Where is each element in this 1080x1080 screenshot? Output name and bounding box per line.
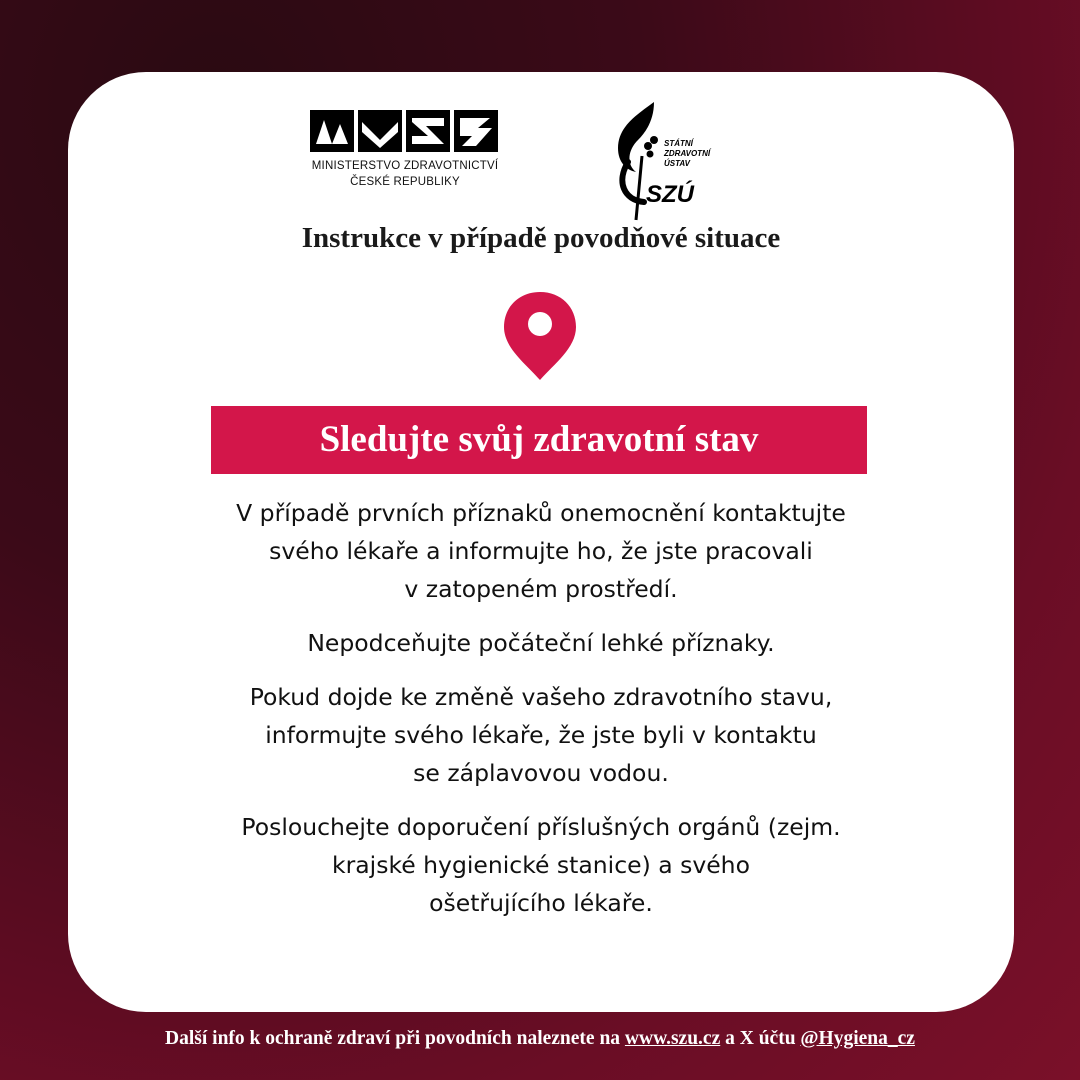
instructions-body bbox=[108, 494, 974, 938]
instruction-line: se záplavovou vodou. bbox=[413, 759, 669, 787]
instruction-line: informujte svého lékaře, že jste byli v kontaktu bbox=[265, 721, 817, 749]
section-banner: Sledujte svůj zdravotní stav bbox=[211, 406, 867, 474]
info-card bbox=[68, 72, 1014, 1012]
ministry-name-line2: ČESKÉ REPUBLIKY bbox=[350, 176, 460, 188]
instruction-paragraph bbox=[108, 624, 974, 662]
szu-text-1: STÁTNÍ bbox=[664, 139, 693, 148]
footer-text-mid: a X účtu bbox=[720, 1028, 801, 1049]
footer-text-before: Další info k ochraně zdraví při povodních naleznete na bbox=[165, 1028, 625, 1049]
logo-row bbox=[68, 96, 1014, 236]
instruction-line: ošetřujícího lékaře. bbox=[429, 889, 653, 917]
szu-text-2: ZDRAVOTNÍ bbox=[664, 149, 711, 158]
ministry-logo-mark bbox=[310, 110, 498, 152]
szu-abbr: SZÚ bbox=[646, 181, 694, 208]
location-pin-icon bbox=[500, 290, 580, 382]
szu-web-link[interactable]: www.szu.cz bbox=[624, 1028, 721, 1049]
instruction-paragraph bbox=[108, 678, 974, 792]
instruction-line: krajské hygienické stanice) a svého bbox=[332, 851, 750, 879]
ministry-name-line1: MINISTERSTVO ZDRAVOTNICTVÍ bbox=[311, 160, 499, 172]
instruction-paragraph bbox=[108, 494, 974, 608]
szu-text-3: ÚSTAV bbox=[664, 159, 690, 168]
instruction-line: Pokud dojde ke změně vašeho zdravotního stavu, bbox=[249, 683, 833, 711]
instruction-line: V případě prvních příznaků onemocnění kontaktujte bbox=[236, 499, 846, 527]
instruction-line: svého lékaře a informujte ho, že jste pracovali bbox=[269, 537, 813, 565]
footer-note bbox=[0, 1028, 1080, 1050]
ministry-logo bbox=[310, 110, 500, 190]
instruction-paragraph bbox=[108, 808, 974, 922]
instruction-line: v zatopeném prostředí. bbox=[404, 575, 678, 603]
instruction-line: Nepodceňujte počáteční lehké příznaky. bbox=[307, 629, 775, 657]
szu-logo bbox=[598, 96, 718, 236]
page-title: Instrukce v případě povodňové situace bbox=[301, 222, 781, 254]
instruction-line: Poslouchejte doporučení příslušných orgánů (zejm. bbox=[241, 813, 841, 841]
x-account-link[interactable]: @Hygiena_cz bbox=[800, 1028, 915, 1049]
